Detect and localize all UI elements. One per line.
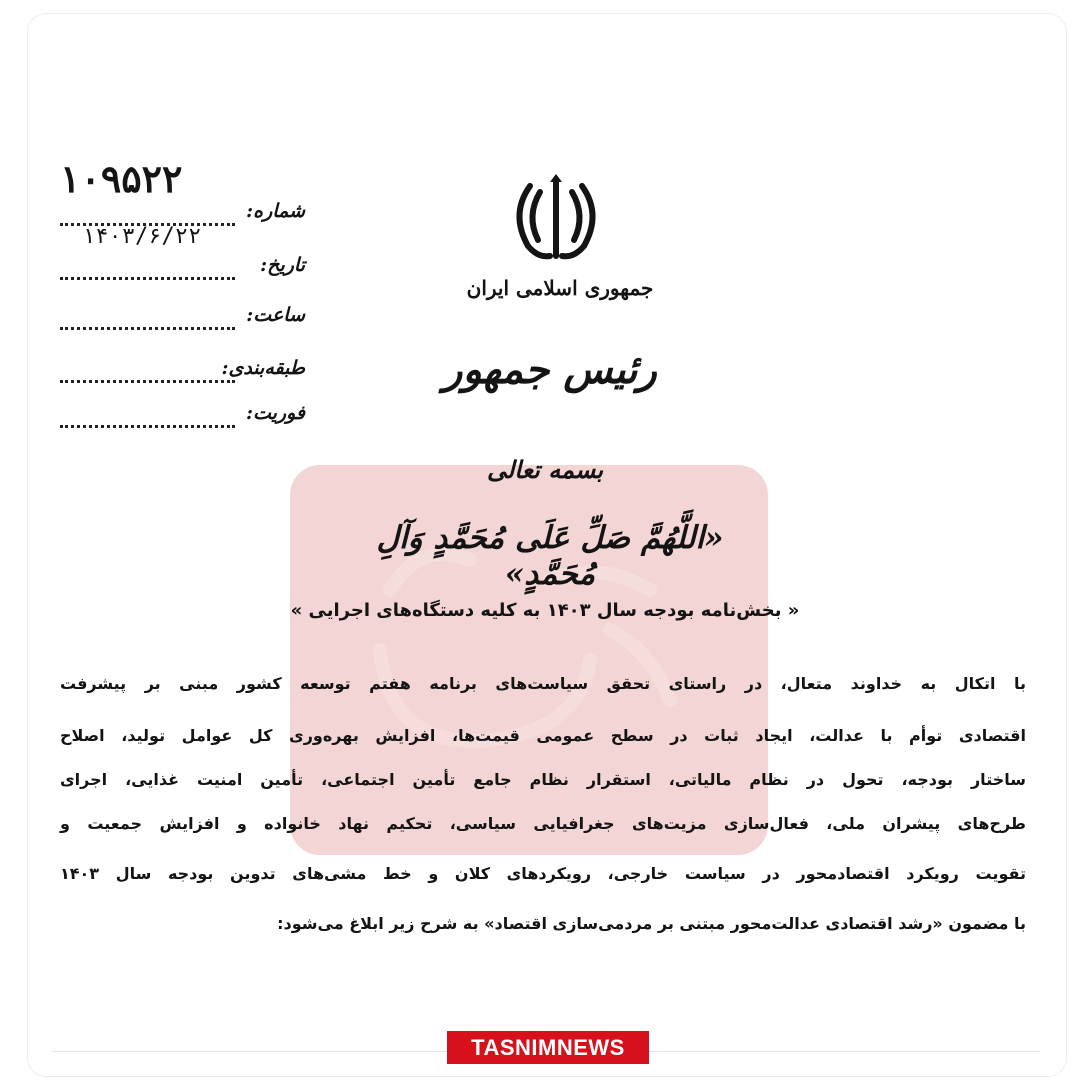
meta-label-date: تاریخ:	[260, 254, 305, 276]
salawat-calligraphy: «اللَّهُمَّ صَلِّ عَلَى مُحَمَّدٍ وَآلِ مُحَمَّدٍ»	[376, 520, 724, 592]
president-office-title: رئیس جمهور	[443, 346, 657, 393]
tasnimnews-brand-badge: TASNIMNEWS	[447, 1031, 649, 1064]
meta-row-urgency	[60, 402, 305, 432]
meta-dots	[60, 277, 235, 280]
body-line-1: با اتکال به خداوند متعال، در راستای تحقق سیاست‌های برنامه هفتم توسعه کشور مبنی بر پیشرفت	[60, 674, 1026, 693]
meta-label-number: شماره:	[246, 200, 305, 222]
meta-dots	[60, 380, 235, 383]
body-line-5: تقویت رویکرد اقتصادمحور در سیاست خارجی، رویکردهای کلان و خط مشی‌های تدوین بودجه سال ۱۴۰۳	[60, 864, 1026, 883]
meta-label-urgency: فوریت:	[245, 402, 305, 424]
meta-row-date	[60, 224, 305, 284]
body-line-4: طرح‌های پیشران ملی، فعال‌سازی مزیت‌های جغرافیایی سیاسی، تحکیم نهاد خانواده و افزایش جمعیت و	[60, 814, 1026, 833]
body-line-3: ساختار بودجه، تحول در نظام مالیاتی، استقرار نظام جامع تأمین اجتماعی، تأمین امنیت غذایی، اجرای	[60, 770, 1026, 789]
document-title: « بخش‌نامه بودجه سال ۱۴۰۳ به کلیه دستگاه‌های اجرایی »	[290, 600, 800, 621]
meta-row-time	[60, 304, 305, 334]
body-line-2: اقتصادی توأم با عدالت، ایجاد ثبات در سطح عمومی قیمت‌ها، افزایش بهره‌وری کل عوامل تولید، اصلاح	[60, 726, 1026, 745]
meta-dots	[60, 425, 235, 428]
meta-label-classification: طبقه‌بندی:	[221, 357, 305, 379]
meta-label-time: ساعت:	[246, 304, 305, 326]
meta-dots	[60, 327, 235, 330]
body-line-6: با مضمون «رشد اقتصادی عدالت‌محور مبتنی بر مردمی‌سازی اقتصاد» به شرح زیر ابلاغ می‌شود:	[277, 914, 1026, 933]
basmala: بسمه تعالی	[486, 455, 604, 484]
meta-value-date: ۱۴۰۳/۶/۲۲	[82, 224, 202, 249]
meta-row-classification	[60, 357, 305, 387]
republic-title: جمهوری اسلامی ایران	[466, 276, 654, 300]
iran-emblem-icon	[508, 172, 604, 268]
reference-number: ۱۰۹۵۲۲	[60, 156, 183, 201]
